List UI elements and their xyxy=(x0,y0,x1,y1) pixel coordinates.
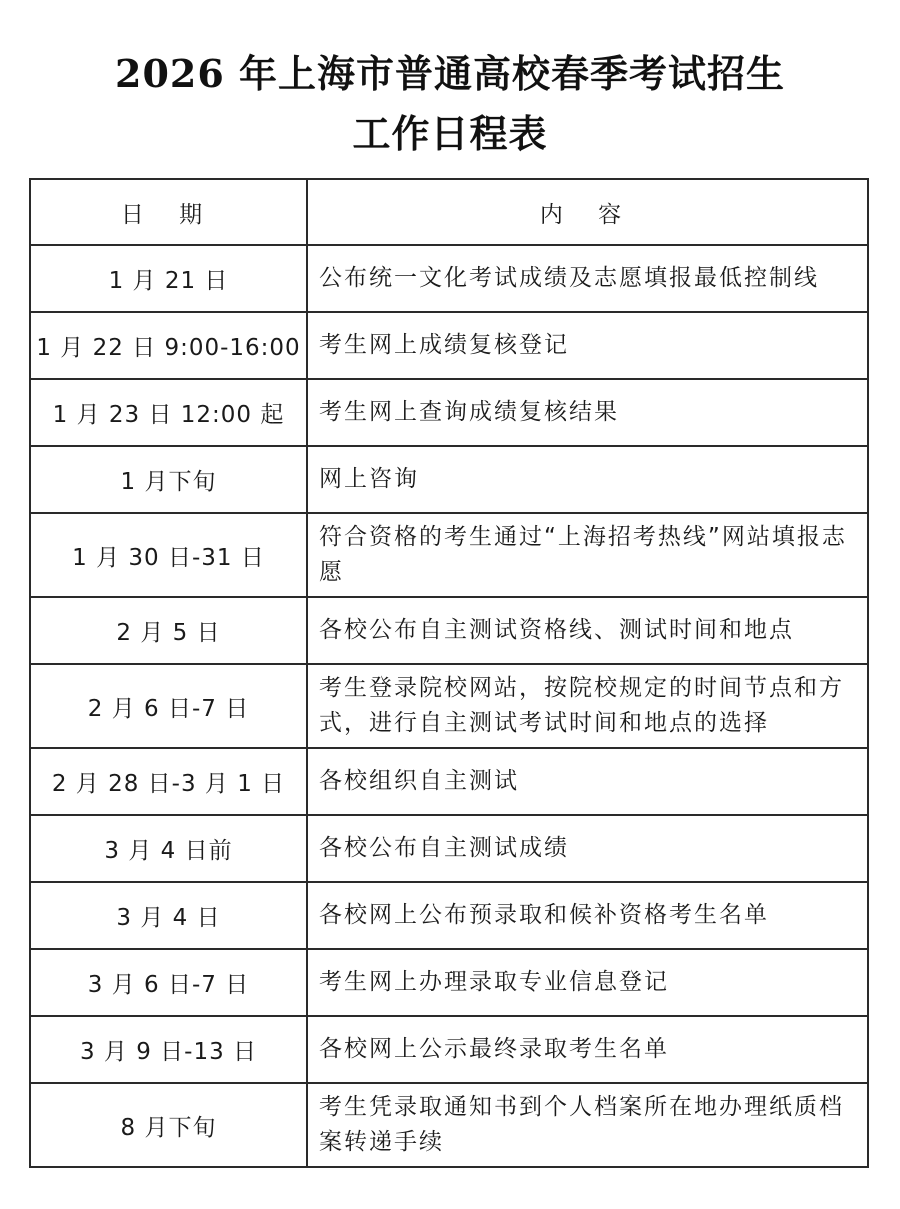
header-content: 内 容 xyxy=(307,179,868,245)
table-row xyxy=(30,513,868,597)
date-cell: 1 月 23 日 12:00 起 xyxy=(30,379,307,446)
date-cell: 1 月 21 日 xyxy=(30,245,307,312)
content-cell: 网上咨询 xyxy=(307,446,868,513)
content-cell: 考生网上办理录取专业信息登记 xyxy=(307,949,868,1016)
table-row xyxy=(30,312,868,379)
date-cell: 3 月 6 日-7 日 xyxy=(30,949,307,1016)
content-cell: 各校公布自主测试资格线、测试时间和地点 xyxy=(307,597,868,664)
content-cell: 各校组织自主测试 xyxy=(307,748,868,815)
table-row xyxy=(30,446,868,513)
content-cell: 考生网上查询成绩复核结果 xyxy=(307,379,868,446)
title-line-2: 工作日程表 xyxy=(352,111,548,156)
table-row xyxy=(30,379,868,446)
table-row xyxy=(30,597,868,664)
date-cell: 2 月 5 日 xyxy=(30,597,307,664)
content-cell: 各校网上公示最终录取考生名单 xyxy=(307,1016,868,1083)
title-line-1: 2026 年上海市普通高校春季考试招生 xyxy=(115,51,785,96)
page-title xyxy=(0,44,900,164)
date-cell: 2 月 28 日-3 月 1 日 xyxy=(30,748,307,815)
table-row xyxy=(30,1016,868,1083)
date-cell: 1 月下旬 xyxy=(30,446,307,513)
content-cell: 各校公布自主测试成绩 xyxy=(307,815,868,882)
content-cell: 符合资格的考生通过“上海招考热线”网站填报志愿 xyxy=(307,513,868,597)
content-cell: 考生登录院校网站，按院校规定的时间节点和方式，进行自主测试考试时间和地点的选择 xyxy=(307,664,868,748)
date-cell: 8 月下旬 xyxy=(30,1083,307,1167)
schedule-table xyxy=(29,178,869,1168)
table-header-row xyxy=(30,179,868,245)
table-row xyxy=(30,1083,868,1167)
table-row xyxy=(30,748,868,815)
date-cell: 1 月 30 日-31 日 xyxy=(30,513,307,597)
table-row xyxy=(30,882,868,949)
content-cell: 考生网上成绩复核登记 xyxy=(307,312,868,379)
date-cell: 3 月 4 日前 xyxy=(30,815,307,882)
table-row xyxy=(30,949,868,1016)
table-row xyxy=(30,245,868,312)
date-cell: 1 月 22 日 9:00-16:00 xyxy=(30,312,307,379)
date-cell: 3 月 4 日 xyxy=(30,882,307,949)
header-date: 日 期 xyxy=(30,179,307,245)
table-row xyxy=(30,664,868,748)
content-cell: 考生凭录取通知书到个人档案所在地办理纸质档案转递手续 xyxy=(307,1083,868,1167)
content-cell: 各校网上公布预录取和候补资格考生名单 xyxy=(307,882,868,949)
date-cell: 3 月 9 日-13 日 xyxy=(30,1016,307,1083)
content-cell: 公布统一文化考试成绩及志愿填报最低控制线 xyxy=(307,245,868,312)
date-cell: 2 月 6 日-7 日 xyxy=(30,664,307,748)
table-row xyxy=(30,815,868,882)
